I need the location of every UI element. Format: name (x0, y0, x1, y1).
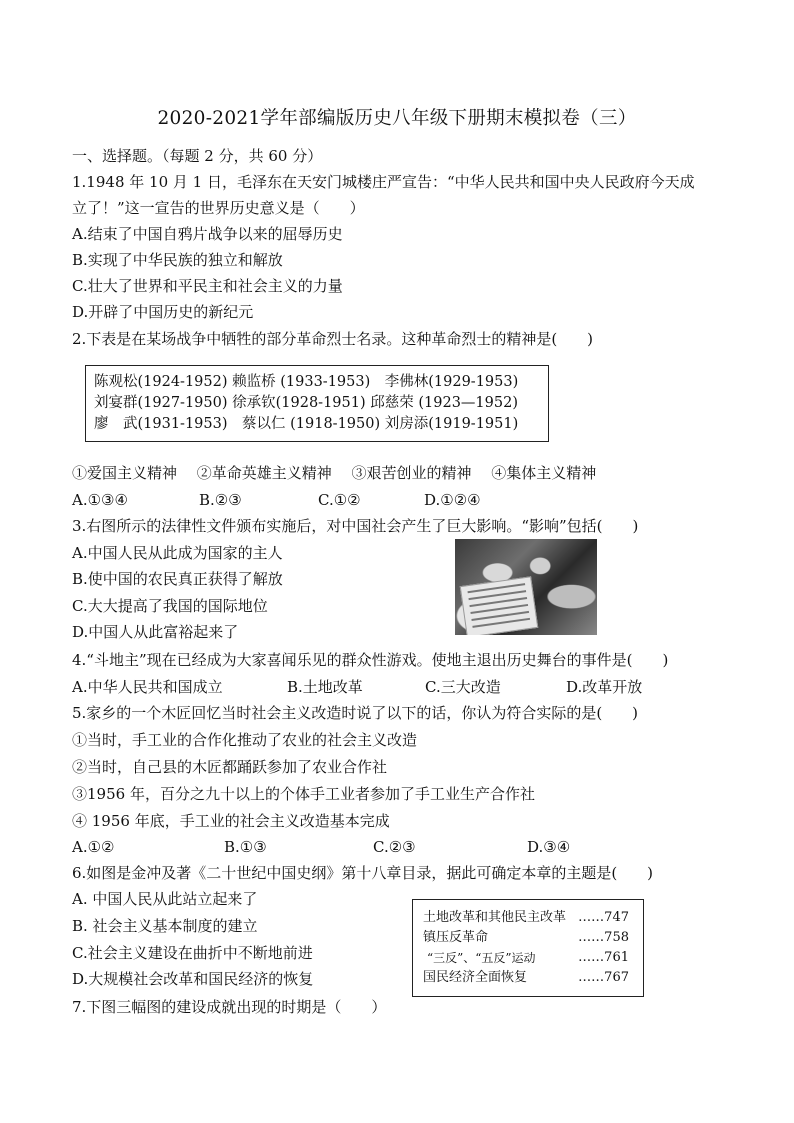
martyr-row: 刘宴群(1927-1950) 徐承钦(1928-1951) 邱慈荣 (1923—1952) (94, 395, 518, 411)
toc-entry-title: 土地改革和其他民主改革 (423, 910, 567, 925)
q5-option-b: B.①③ (224, 838, 267, 856)
land-law-photo (455, 539, 597, 635)
q6-option-b: B. 社会主义基本制度的建立 (72, 917, 258, 935)
section-heading: 一、选择题。（每题 2 分，共 60 分） (72, 147, 323, 165)
q3-option-b: B.使中国的农民真正获得了解放 (72, 570, 283, 588)
q2-statements: ①爱国主义精神 ②革命英雄主义精神 ③艰苦创业的精神 ④集体主义精神 (72, 464, 597, 482)
martyr-list-table (85, 365, 549, 442)
q6-stem: 6.如图是金冲及著《二十世纪中国史纲》第十八章目录，据此可确定本章的主题是( ) (72, 864, 654, 882)
martyr-row: 陈观松(1924-1952) 赖监桥 (1933-1953) 李佛林(1929-1953) (94, 374, 519, 390)
q2-option-d: D.①②④ (424, 491, 481, 509)
q1-stem-line1: 1.1948 年 10 月 1 日，毛泽东在天安门城楼庄严宣告：“中华人民共和国中央人民政府今天成 (72, 173, 695, 191)
q4-option-a: A.中华人民共和国成立 (72, 678, 223, 696)
q5-statement-1: ①当时，手工业的合作化推动了农业的社会主义改造 (72, 731, 418, 749)
toc-entry-title: 镇压反革命 (423, 930, 489, 945)
q3-option-a: A.中国人民从此成为国家的主人 (72, 544, 283, 562)
q6-option-a: A. 中国人民从此站立起来了 (72, 890, 258, 908)
q2-option-b: B.②③ (199, 491, 242, 509)
q4-option-d: D.改革开放 (566, 678, 643, 696)
q5-statement-3: ③1956 年，百分之九十以上的个体手工业者参加了手工业生产合作社 (72, 785, 535, 803)
q1-option-a: A.结束了中国自鸦片战争以来的屈辱历史 (72, 225, 343, 243)
toc-entry (423, 908, 643, 928)
q5-statement-4: ④ 1956 年底，手工业的社会主义改造基本完成 (72, 812, 390, 830)
q3-option-d: D.中国人从此富裕起来了 (72, 623, 239, 641)
toc-entry (423, 968, 643, 988)
toc-entry-title: 国民经济全面恢复 (423, 970, 528, 985)
q1-stem-line2: 立了！”这一宣告的世界历史意义是（ ） (72, 199, 365, 217)
toc-entry-page: ……761 (578, 950, 629, 965)
q1-option-d: D.开辟了中国历史的新纪元 (72, 303, 254, 321)
q4-stem: 4.“斗地主”现在已经成为大家喜闻乐见的群众性游戏。使地主退出历史舞台的事件是( ) (72, 651, 669, 669)
q2-stem: 2.下表是在某场战争中牺牲的部分革命烈士名录。这种革命烈士的精神是( ) (72, 330, 594, 348)
toc-entry (423, 928, 643, 948)
toc-entry-title: “三反”、“五反”运动 (427, 951, 536, 965)
q2-option-c: C.①② (318, 491, 361, 509)
q6-option-d: D.大规模社会改革和国民经济的恢复 (72, 970, 314, 988)
q7-stem: 7.下图三幅图的建设成就出现的时期是（ ） (72, 998, 387, 1016)
q1-option-c: C.壮大了世界和平民主和社会主义的力量 (72, 277, 343, 295)
q5-option-a: A.①② (72, 838, 115, 856)
q3-option-c: C.大大提高了我国的国际地位 (72, 597, 268, 615)
document-sheet-image (460, 576, 539, 635)
q6-option-c: C.社会主义建设在曲折中不断地前进 (72, 944, 313, 962)
q1-option-b: B.实现了中华民族的独立和解放 (72, 251, 283, 269)
martyr-row: 廖 武(1931-1953) 蔡以仁 (1918-1950) 刘房添(1919-1951) (94, 416, 519, 432)
q4-option-b: B.土地改革 (287, 678, 363, 696)
q3-stem: 3.右图所示的法律性文件颁布实施后，对中国社会产生了巨大影响。“影响”包括( ) (72, 517, 639, 535)
toc-entry-page: ……758 (578, 930, 629, 945)
toc-entry-page: ……767 (578, 970, 629, 985)
toc-entry-page: ……747 (578, 910, 629, 925)
q5-stem: 5.家乡的一个木匠回忆当时社会主义改造时说了以下的话，你认为符合实际的是( ) (72, 704, 639, 722)
q5-option-d: D.③④ (527, 838, 571, 856)
toc-entry (423, 948, 643, 968)
q2-option-a: A.①③④ (72, 491, 128, 509)
q4-option-c: C.三大改造 (425, 678, 501, 696)
q5-option-c: C.②③ (373, 838, 416, 856)
exam-title: 2020-2021学年部编版历史八年级下册期末模拟卷（三） (157, 108, 637, 129)
chapter-toc-box (412, 899, 644, 997)
q5-statement-2: ②当时，自己县的木匠都踊跃参加了农业合作社 (72, 758, 388, 776)
